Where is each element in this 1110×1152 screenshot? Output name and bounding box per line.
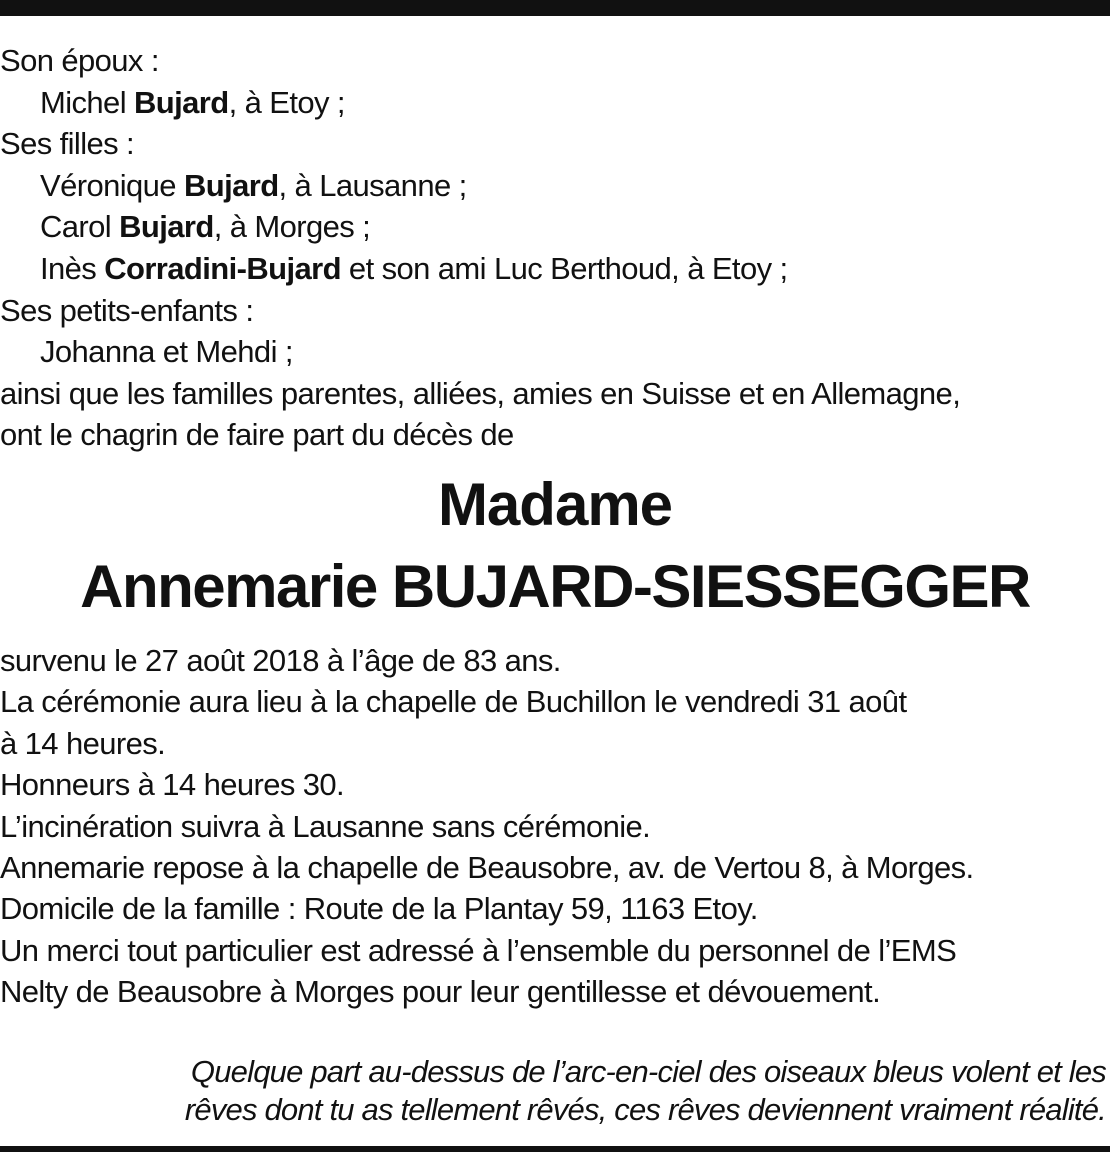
closing-quote (0, 1053, 1106, 1129)
daughters-label: Ses filles : (0, 126, 135, 162)
deceased-name: Annemarie BUJARD-SIESSEGGER (80, 553, 1030, 620)
grandchildren-names: Johanna et Mehdi ; (40, 334, 293, 370)
quote-line: rêves dont tu as tellement rêvés, ces rêves deviennent vraiment réalité. (184, 1092, 1106, 1127)
detail-line: La cérémonie aura lieu à la chapelle de Buchillon le vendredi 31 août (0, 684, 907, 720)
family-list (0, 40, 1110, 456)
daughter-first-name: Inès (40, 250, 97, 286)
detail-line: à 14 heures. (0, 725, 166, 761)
deceased-honorific: Madame (437, 471, 673, 538)
daughter-last-name: Bujard (183, 167, 279, 203)
quote-line: Quelque part au-dessus de l’arc-en-ciel des oiseaux bleus volent et les (190, 1054, 1106, 1089)
bottom-rule (0, 1146, 1110, 1152)
spouse-label: Son époux : (0, 43, 159, 78)
daughter-entry (0, 165, 1110, 207)
detail-line: survenu le 27 août 2018 à l’âge de 83 ans. (0, 643, 561, 678)
top-rule (0, 0, 1110, 16)
daughter-entry (0, 248, 1110, 290)
relatives-line: ainsi que les familles parentes, alliées, amies en Suisse et en Allemagne, (0, 375, 961, 411)
daughter-location: et son ami Luc Berthoud, à Etoy ; (340, 250, 788, 286)
daughter-first-name: Véronique (40, 167, 176, 203)
daughter-entry (0, 206, 1110, 248)
spouse-first-name: Michel (40, 84, 126, 120)
spouse-location: , à Etoy ; (228, 84, 345, 120)
detail-line: L’incinération suivra à Lausanne sans cérémonie. (0, 808, 651, 844)
daughter-last-name: Bujard (119, 209, 214, 245)
detail-line: Un merci tout particulier est adressé à l’ensemble du personnel de l’EMS (0, 932, 957, 968)
detail-line: Honneurs à 14 heures 30. (0, 767, 345, 803)
daughter-first-name: Carol (40, 209, 112, 245)
daughter-location: , à Lausanne ; (278, 167, 467, 203)
daughter-location: , à Morges ; (213, 209, 371, 245)
ceremony-details (0, 640, 1110, 1013)
grandchildren-label: Ses petits-enfants : (0, 292, 254, 328)
detail-line: Annemarie repose à la chapelle de Beausobre, av. de Vertou 8, à Morges. (0, 849, 974, 885)
daughter-last-name: Corradini-Bujard (104, 250, 341, 286)
spouse-last-name: Bujard (134, 84, 229, 120)
announcement-line: ont le chagrin de faire part du décès de (0, 417, 514, 453)
detail-line: Domicile de la famille : Route de la Plantay 59, 1163 Etoy. (0, 891, 758, 927)
spouse-entry (0, 82, 1110, 124)
detail-line: Nelty de Beausobre à Morges pour leur gentillesse et dévouement. (0, 974, 881, 1010)
